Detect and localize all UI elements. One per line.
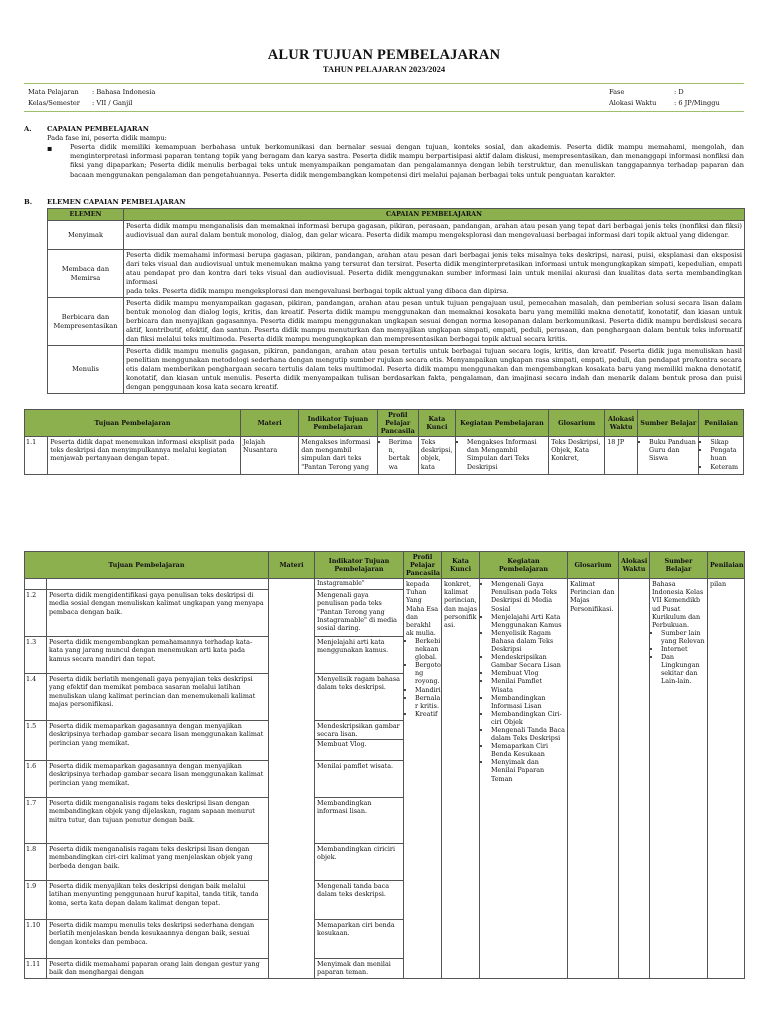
alokasi-cell: 18 JP	[605, 437, 638, 475]
kegiatan-item: • Mengenali Tanda Baca dalam Teks Deskripsi	[491, 726, 565, 742]
capaian-text-cont: pada teks. Peserta didik mampu mengeksplorasi dan mengevaluasi berbagai topik aktual yang dibaca dan dipirsa.	[126, 287, 509, 295]
value-kelas: : VII / Ganjil	[92, 99, 133, 107]
value-mata-pelajaran: : Bahasa Indonesia	[92, 88, 156, 96]
section-a-intro: Pada fase ini, peserta didik mampu:	[47, 134, 167, 142]
tp-cell: Peserta didik berlatih mengenali gaya penyajian teks deskripsi yang efektif dan memikat pembaca sasaran melalui latihan menuliskan ulang kalimat perincian dan menemukenali kalimat majas personifikasi.	[47, 674, 269, 721]
kegiatan-item: • Menyelisik Ragam Bahasa dalam Teks Deskripsi	[491, 629, 565, 653]
indikator-text: Mendeskripsikan gambar secara lisan.	[317, 722, 400, 739]
indikator-cell	[315, 721, 404, 761]
tp-cell: Peserta didik dapat menemukan informasi eksplisit pada teks deskripsi dan menyimpulkannya melalui kegiatan menjawab pertanyaan dengan tepat.	[48, 437, 241, 475]
profil-item: • Bernala r kritis.	[415, 694, 439, 710]
section-b-heading: ELEMEN CAPAIAN PEMBELAJARAN	[47, 198, 186, 206]
label-fase: Fase	[609, 88, 625, 96]
row-number: 1.2	[25, 590, 47, 637]
header-capaian: CAPAIAN PEMBELAJARAN	[124, 209, 745, 221]
sumber-item: • Sumber lain yang Relevan	[661, 629, 705, 645]
header-kegiatan: Kegiatan Pembelajaran	[480, 552, 568, 579]
indikator-cell: Menyelisik ragam bahasa dalam teks deskripsi.	[315, 674, 404, 721]
divider-meta	[24, 111, 744, 112]
value-alokasi: : 6 JP/Minggu	[674, 99, 720, 107]
table-row	[48, 221, 745, 250]
header-materi: Materi	[269, 552, 315, 579]
header-tujuan: Tujuan Pembelajaran	[25, 552, 269, 579]
header-glosarium: Glosarium	[568, 552, 619, 579]
section-a-letter: A.	[24, 125, 32, 133]
header-profil: Profil Pelajar Pancasila	[404, 552, 442, 579]
penilaian-cell	[699, 437, 744, 475]
capaian-cell	[124, 250, 745, 298]
sumber-cell	[638, 437, 699, 475]
indikator-cell: Menyimak dan menilai paparan teman.	[315, 959, 404, 978]
kegiatan-item: • Membandingkan Informasi Lisan	[491, 694, 565, 710]
header-kata-kunci: Kata Kunci	[418, 410, 455, 437]
label-mata-pelajaran: Mata Pelajaran	[28, 88, 79, 96]
tp-cell: Peserta didik memahami paparan orang lain dengan gestur yang baik dan menghargai dengan	[47, 959, 269, 978]
header-penilaian: Penilaian	[699, 410, 744, 437]
value-fase: : D	[674, 88, 684, 96]
row-number: 1.4	[25, 674, 47, 721]
profil-item: • Berima n, bertak wa	[389, 438, 416, 470]
tp-cell: Peserta didik mengidentifikasi gaya penulisan teks deskripsi di media sosial dengan menuliskan kalimat ungkapan yang menyapa pembaca dengan baik.	[47, 590, 269, 637]
row-number: 1.3	[25, 637, 47, 674]
capaian-cell: Peserta didik mampu menulis gagasan, pikiran, pandangan, arahan atau pesan tertulis untuk berbagai tujuan secara logis, kritis, dan kreatif. Peserta didik juga menuliskan hasil penelitian menggunakan metodologi sederhana dengan mengutip sumber rujukan secara etis. Menyampaikan ungkapan rasa simpati, empati, peduli, dan pendapat pro/kontra secara etis dalam memberikan penghargaan secara tertulis dalam teks multimodal. Peserta didik mampu menggunakan dan mengembangkan kosakata baru yang memiliki makna denotatif, konotatif, dan kiasan untuk menulis. Peserta didik menyampaikan tulisan berdasarkan fakta, pengalaman, dan imajinasi secara indah dan menarik dalam bentuk prosa dan puisi dengan penggunaan kosa kata secara kreatif.	[124, 346, 745, 394]
kegiatan-item: • Mendeskripsikan Gambar Secara Lisan	[491, 653, 565, 669]
header-materi: Materi	[241, 410, 299, 437]
materi-cell: Jelajah Nusantara	[241, 437, 299, 475]
header-alokasi: Alokasi Waktu	[619, 552, 650, 579]
atp-table-2	[24, 551, 745, 979]
header-indikator: Indikator Tujuan Pembelajaran	[315, 552, 404, 579]
profil-cell	[377, 437, 418, 475]
alokasi-cell	[619, 579, 650, 978]
header-sumber: Sumber Belajar	[638, 410, 699, 437]
penilaian-item: • Pengata huan	[710, 446, 741, 462]
kegiatan-cell	[480, 579, 568, 978]
penilaian-item: • Sikap	[710, 438, 741, 446]
kata-kunci-cell: Teks deskripsi, objek, kata	[418, 437, 455, 475]
elemen-cell: Berbicara dan Mempresentasikan	[48, 298, 124, 346]
tp-cell: Peserta didik memaparkan gagasannya dengan menyajikan deskripsinya terhadap gambar secara lisan menggunakan kalimat perincian yang memikat.	[47, 721, 269, 761]
profil-item: • Bergoto ng royong.	[415, 661, 439, 685]
kegiatan-item: • Menyimak dan Menilai Paparan Teman	[491, 758, 565, 782]
row-number: 1.9	[25, 881, 47, 920]
indikator-cell: Mengakses informasi dan mengambil simpulan dari teks "Pantan Terong yang	[299, 437, 377, 475]
profil-item: • Kreatif	[415, 710, 439, 718]
elemen-table	[47, 208, 745, 394]
header-alokasi: Alokasi Waktu	[605, 410, 638, 437]
elemen-cell: Menyimak	[48, 221, 124, 250]
indikator-cell: Mengenali tanda baca dalam teks deskripsi.	[315, 881, 404, 920]
header-kata-kunci: Kata Kunci	[442, 552, 480, 579]
kegiatan-item: • Memaparkan Ciri Benda Kesukaan	[491, 742, 565, 758]
row-number: 1.6	[25, 761, 47, 798]
header-sumber: Sumber Belajar	[650, 552, 708, 579]
table-row	[25, 437, 744, 475]
sumber-item: • Internet	[661, 645, 705, 653]
indikator-cell: Membandingkan informasi lisan.	[315, 798, 404, 844]
kegiatan-item: • Membuat Vlog	[491, 669, 565, 677]
row-number: 1.5	[25, 721, 47, 761]
header-penilaian: Penilaian	[708, 552, 745, 579]
indikator-cell: Mengenali gaya penulisan pada teks "Pantan Terong yang Instagramable" di media sosial daring.	[315, 590, 404, 637]
table-row	[48, 298, 745, 346]
tp-cell: Peserta didik menganalisis ragam teks deskripsi lisan dengan membandingkan ciri-ciri kalimat yang menjelaskan objek yang berbeda dengan baik.	[47, 844, 269, 881]
header-tujuan: Tujuan Pembelajaran	[25, 410, 241, 437]
tp-cell: Peserta didik memaparkan gagasannya dengan menyajikan deskripsinya terhadap gambar secara lisan menggunakan kalimat perincian yang memikat.	[47, 761, 269, 798]
kegiatan-item: • Menilai Pamflet Wisata	[491, 677, 565, 693]
profil-item: • Berkebi nekaan global.	[415, 637, 439, 661]
elemen-cell: Membaca dan Memirsa	[48, 250, 124, 298]
profil-text: kepada Tuhan Yang Maha Esa dan berakhl ak mulia.	[406, 580, 439, 637]
divider-top	[24, 83, 744, 84]
tp-cell: Peserta didik mengembangkan pemahamannya terhadap kata-kata yang jarang muncul dengan menemukan arti kata pada kamus secara mandiri dan tepat.	[47, 637, 269, 674]
table-row	[25, 579, 745, 590]
capaian-cell: Peserta didik mampu menyampaikan gagasan, pikiran, pandangan, arahan atau pesan untuk tujuan pengajuan usul, pemecahan masalah, dan pemberian solusi secara lisan dalam bentuk monolog dan dialog logis, kritis, dan kreatif. Peserta didik mampu menggunakan dan memaknai kosakata baru yang memiliki makna denotatif, konotatif, dan kiasan untuk berbicara dan menyajikan gagasannya. Peserta didik mampu menggunakan ungkapan sesuai dengan norma kesopanan dalam berkomunikasi. Peserta didik mampu berdiskusi secara aktif, kontributif, efektif, dan santun. Peserta didik mampu menuturkan dan menyajikan ungkapan simpati, empati, peduli, perasaan, dan penghargaan dalam bentuk teks informatif dan fiksi melalui teks multimoda. Peserta didik mampu mengungkapkan dan mempresentasikan berbagai topik aktual secara kritis.	[124, 298, 745, 346]
label-kelas: Kelas/Semester	[28, 99, 80, 107]
kata-kunci-cell: konkret, kalimat perincian, dan majas personifik asi.	[442, 579, 480, 978]
row-number: 1.8	[25, 844, 47, 881]
kegiatan-cell	[455, 437, 548, 475]
indikator-cell: Membandingkan ciriciri objek.	[315, 844, 404, 881]
header-glosarium: Glosarium	[549, 410, 605, 437]
header-profil: Profil Pelajar Pancasila	[377, 410, 418, 437]
atp-table-1	[24, 409, 744, 475]
glosarium-cell: Teks Deskripsi, Objek, Kata Konkret,	[549, 437, 605, 475]
sumber-item: • Buku Panduan Guru dan Siswa	[649, 438, 696, 462]
sumber-cell	[650, 579, 708, 978]
header-kegiatan: Kegiatan Pembelajaran	[455, 410, 548, 437]
kegiatan-item: • Menjelajahi Arti Kata Menggunakan Kamus	[491, 613, 565, 629]
indikator-cell: Menilai pamflet wisata.	[315, 761, 404, 798]
label-alokasi: Alokasi Waktu	[609, 99, 657, 107]
header-indikator: Indikator Tujuan Pembelajaran	[299, 410, 377, 437]
section-b-letter: B.	[24, 198, 33, 206]
penilaian-cell: pilan	[708, 579, 745, 978]
tp-cell: Peserta didik menganalisis ragam teks deskripsi lisan dengan membandingkan objek yang dijelaskan, ragam sapaan menurut mitra tutur, dan tujuan penutur dengan baik.	[47, 798, 269, 844]
glosarium-cell: Kalimat Perincian dan Majas Personifikasi.	[568, 579, 619, 978]
document-subtitle: TAHUN PELAJARAN 2023/2024	[322, 64, 446, 74]
row-number: 1.7	[25, 798, 47, 844]
document-title: ALUR TUJUAN PEMBELAJARAN	[267, 47, 501, 63]
tp-cell: Peserta didik menyajikan teks deskripsi dengan baik melalui latihan menyunting penggunaan huruf kapital, tanda titik, tanda koma, serta kata depan dalam kalimat dengan tepat.	[47, 881, 269, 920]
table-row	[48, 250, 745, 298]
capaian-cell: Peserta didik mampu menganalisis dan memaknai informasi berupa gagasan, pikiran, perasaan, pandangan, arahan atau pesan yang tepat dari berbagai jenis teks (nonfiksi dan fiksi) audiovisual dan aural dalam bentuk monolog, dialog, dan gelar wicara. Peserta didik mampu mengeksplorasi dan mengevaluasi berbagai informasi dari topik aktual yang didengar.	[124, 221, 745, 250]
profil-cell	[404, 579, 442, 978]
table-row	[48, 346, 745, 394]
row-number: 1.1	[25, 437, 48, 475]
section-a-bullet: Peserta didik memiliki kemampuan berbahasa untuk berkomunikasi dan bernalar sesuai dengan tujuan, konteks sosial, dan akademis. Peserta didik mampu memahami, mengolah, dan menginterpretasi informasi paparan tentang topik yang beragam dan karya sastra. Peserta didik mampu berpartisipasi aktif dalam diskusi, mempresentasikan, dan menanggapi informasi nonfiksi dan fiksi yang dipaparkan; Peserta didik menulis berbagai teks untuk menyampaikan pengamatan dan pengalamannya dengan lebih terstruktur, dan menuliskan tanggapannya terhadap paparan dan bacaan menggunakan pengalaman dan pengetahuannya. Peserta didik mengembangkan kompetensi diri melalui pajanan berbagai teks untuk penguatan karakter.	[70, 143, 744, 179]
bullet-icon: ▪	[47, 144, 53, 153]
header-elemen: ELEMEN	[48, 209, 124, 221]
kegiatan-item: • Mengenali Gaya Penulisan pada Teks Deskripsi di Media Sosial	[491, 580, 565, 612]
indikator-cell: Instagramable"	[315, 579, 404, 590]
sumber-text: Bahasa Indonesia Kelas VII Kemendikb ud Pusat Kurikulum dan Perbukuan.	[652, 580, 704, 629]
kegiatan-item: • Mengakses Informasi dan Mengambil Simpulan dari Teks Deskripsi	[467, 438, 546, 470]
kegiatan-item: • Membandingkan Ciri-ciri Objek	[491, 710, 565, 726]
capaian-text: Peserta didik memahami informasi berupa gagasan, pikiran, pandangan, arahan atau pesan dari berbagai jenis teks misalnya teks deskripsi, narasi, puisi, eksplanasi dan eksposisi dari teks visual dan audiovisual untuk menemukan makna yang tersurat dan tersirat. Peserta didik menginterpretasikan informasi untuk mengungkapkan simpati, kepedulian, empati atau pendapat pro dan kontra dari teks visual dan audiovisual. Peserta didik menggunakan sumber informasi lain untuk menilai akurasi dan kualitas data serta membandingkan informasi	[126, 251, 742, 286]
row-number: 1.11	[25, 959, 47, 978]
elemen-cell: Menulis	[48, 346, 124, 394]
profil-item: • Mandiri	[415, 686, 439, 694]
tp-cell: Peserta didik mampu menulis teks deskripsi sederhana dengan berlatih menjelaskan benda kesukaannya dengan baik, sesuai dengan konteks dan pembaca.	[47, 920, 269, 959]
row-number: 1.10	[25, 920, 47, 959]
section-a-heading: CAPAIAN PEMBELAJARAN	[47, 125, 150, 133]
penilaian-item: • Keteram	[710, 463, 741, 471]
indikator-cell: Memaparkan ciri benda kesukaan.	[315, 920, 404, 959]
indikator-text-2: Membuat Vlog.	[315, 739, 403, 748]
indikator-cell: Menjelajahi arti kata menggunakan kamus.	[315, 637, 404, 674]
sumber-item: • Dan Lingkungan sekitar dan Lain-lain.	[661, 653, 705, 685]
